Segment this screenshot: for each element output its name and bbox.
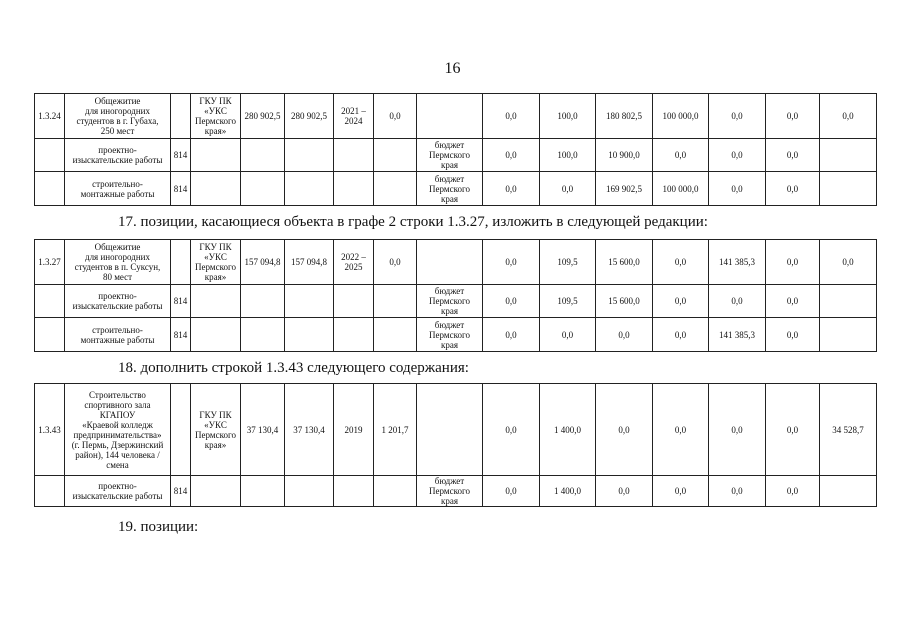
- table-cell-c6: [285, 285, 334, 318]
- table-cell-code: [171, 384, 191, 476]
- table-cell-v4: 0,0: [653, 476, 709, 507]
- table-cell-name: Общежитие для иногородних студентов в п. Суксун, 80 мест: [65, 240, 171, 285]
- table-cell-v6: 0,0: [766, 384, 820, 476]
- table-cell-code: [171, 94, 191, 139]
- table-cell-code: [171, 240, 191, 285]
- table-cell-v4: 0,0: [653, 240, 709, 285]
- table-cell-c6: 157 094,8: [285, 240, 334, 285]
- table-cell-code: 814: [171, 172, 191, 206]
- table-row-1-3-43: [34, 383, 877, 507]
- table-cell-v6: 0,0: [766, 285, 820, 318]
- table-cell-c7: 2022 – 2025: [334, 240, 374, 285]
- table-row: [35, 240, 877, 285]
- table-cell-name: проектно- изыскательские работы: [65, 139, 171, 172]
- table-cell-name: Общежитие для иногородних студентов в г. Губаха, 250 мест: [65, 94, 171, 139]
- table-row: [35, 139, 877, 172]
- table-cell-src: [417, 94, 483, 139]
- table-cell-c6: [285, 172, 334, 206]
- table-cell-c8: [374, 139, 417, 172]
- table-cell-c8: 0,0: [374, 94, 417, 139]
- table-cell-num: [35, 139, 65, 172]
- table-cell-v6: 0,0: [766, 139, 820, 172]
- table-cell-org: ГКУ ПК «УКС Пермского края»: [191, 384, 241, 476]
- table-cell-v2: 109,5: [540, 285, 596, 318]
- table-cell-v3: 169 902,5: [596, 172, 653, 206]
- table-cell-src: бюджет Пермского края: [417, 139, 483, 172]
- table-cell-v1: 0,0: [483, 172, 540, 206]
- table-cell-v4: 100 000,0: [653, 94, 709, 139]
- table-cell-v1: 0,0: [483, 285, 540, 318]
- table-cell-c7: [334, 318, 374, 352]
- table-row: [35, 318, 877, 352]
- table-cell-c5: 37 130,4: [241, 384, 285, 476]
- table-cell-v3: 0,0: [596, 476, 653, 507]
- table-cell-v3: 15 600,0: [596, 240, 653, 285]
- table-cell-num: [35, 476, 65, 507]
- table-cell-v7: [820, 172, 877, 206]
- page-number: 16: [444, 60, 461, 77]
- table-cell-v4: 0,0: [653, 384, 709, 476]
- table-row: [35, 94, 877, 139]
- table-cell-v2: 109,5: [540, 240, 596, 285]
- table-cell-v1: 0,0: [483, 240, 540, 285]
- table-cell-c8: [374, 476, 417, 507]
- table-cell-num: 1.3.43: [35, 384, 65, 476]
- table-cell-v3: 180 802,5: [596, 94, 653, 139]
- table-cell-c8: [374, 172, 417, 206]
- table-cell-name: проектно- изыскательские работы: [65, 476, 171, 507]
- table-cell-v2: 100,0: [540, 94, 596, 139]
- table-cell-c6: 280 902,5: [285, 94, 334, 139]
- table-cell-v5: 0,0: [709, 476, 766, 507]
- table-cell-v6: 0,0: [766, 476, 820, 507]
- table-cell-v1: 0,0: [483, 384, 540, 476]
- table-cell-v4: 100 000,0: [653, 172, 709, 206]
- table-cell-v7: 0,0: [820, 94, 877, 139]
- table-cell-org: [191, 285, 241, 318]
- table-cell-c6: 37 130,4: [285, 384, 334, 476]
- table-cell-c5: [241, 285, 285, 318]
- table-cell-v1: 0,0: [483, 476, 540, 507]
- table-cell-c5: 157 094,8: [241, 240, 285, 285]
- table-cell-v6: 0,0: [766, 318, 820, 352]
- table-cell-c5: [241, 139, 285, 172]
- table-cell-src: [417, 240, 483, 285]
- table-cell-num: [35, 285, 65, 318]
- table-cell-v3: 10 900,0: [596, 139, 653, 172]
- table-cell-c7: 2021 – 2024: [334, 94, 374, 139]
- table-cell-v4: 0,0: [653, 318, 709, 352]
- table-cell-v2: 1 400,0: [540, 476, 596, 507]
- table-cell-v5: 0,0: [709, 139, 766, 172]
- table-cell-c5: [241, 476, 285, 507]
- table-cell-c7: [334, 172, 374, 206]
- table-cell-src: бюджет Пермского края: [417, 285, 483, 318]
- table-cell-c8: 0,0: [374, 240, 417, 285]
- table-cell-name: строительно- монтажные работы: [65, 318, 171, 352]
- table-cell-num: [35, 318, 65, 352]
- table-cell-v2: 0,0: [540, 318, 596, 352]
- table-cell-c8: [374, 285, 417, 318]
- table-row-1-3-24: [34, 93, 877, 206]
- table-cell-v2: 1 400,0: [540, 384, 596, 476]
- table-cell-v2: 100,0: [540, 139, 596, 172]
- table-cell-v5: 0,0: [709, 172, 766, 206]
- table-cell-v5: 0,0: [709, 285, 766, 318]
- table-cell-v5: 141 385,3: [709, 318, 766, 352]
- table-cell-num: 1.3.27: [35, 240, 65, 285]
- table-cell-v1: 0,0: [483, 139, 540, 172]
- table-cell-c5: [241, 318, 285, 352]
- table-cell-v6: 0,0: [766, 240, 820, 285]
- table-cell-name: строительно- монтажные работы: [65, 172, 171, 206]
- table-row: [35, 172, 877, 206]
- table-cell-c8: 1 201,7: [374, 384, 417, 476]
- table-cell-c5: [241, 172, 285, 206]
- section-heading-19: 19. позиции:: [118, 519, 199, 535]
- table-cell-src: бюджет Пермского края: [417, 318, 483, 352]
- table-cell-c6: [285, 476, 334, 507]
- table-cell-v7: 34 528,7: [820, 384, 877, 476]
- table-cell-v7: [820, 476, 877, 507]
- table-cell-v5: 141 385,3: [709, 240, 766, 285]
- table-cell-org: [191, 318, 241, 352]
- table-cell-v2: 0,0: [540, 172, 596, 206]
- table-cell-src: [417, 384, 483, 476]
- section-heading-18: 18. дополнить строкой 1.3.43 следующего содержания:: [118, 360, 469, 376]
- table-cell-v7: [820, 285, 877, 318]
- table-row: [35, 476, 877, 507]
- table-cell-c6: [285, 139, 334, 172]
- table-cell-code: 814: [171, 476, 191, 507]
- table-cell-code: 814: [171, 139, 191, 172]
- table-cell-v4: 0,0: [653, 285, 709, 318]
- table-cell-v7: [820, 318, 877, 352]
- table-cell-c7: [334, 139, 374, 172]
- table-cell-v3: 15 600,0: [596, 285, 653, 318]
- table-cell-v3: 0,0: [596, 384, 653, 476]
- table-cell-org: ГКУ ПК «УКС Пермского края»: [191, 240, 241, 285]
- table-cell-org: ГКУ ПК «УКС Пермского края»: [191, 94, 241, 139]
- table-cell-v7: [820, 139, 877, 172]
- table-cell-c7: 2019: [334, 384, 374, 476]
- table-cell-v5: 0,0: [709, 384, 766, 476]
- table-cell-src: бюджет Пермского края: [417, 172, 483, 206]
- table-cell-v1: 0,0: [483, 94, 540, 139]
- table-cell-code: 814: [171, 318, 191, 352]
- table-cell-org: [191, 172, 241, 206]
- table-cell-code: 814: [171, 285, 191, 318]
- table-cell-v1: 0,0: [483, 318, 540, 352]
- table-cell-c7: [334, 476, 374, 507]
- table-cell-org: [191, 139, 241, 172]
- table-cell-v7: 0,0: [820, 240, 877, 285]
- table-cell-name: Строительство спортивного зала КГАПОУ «Краевой колледж предпринимательства» (г. Пермь, Дзержинский район), 144 человека / смена: [65, 384, 171, 476]
- table-row-1-3-27: [34, 239, 877, 352]
- table-cell-v4: 0,0: [653, 139, 709, 172]
- table-cell-num: [35, 172, 65, 206]
- table-cell-num: 1.3.24: [35, 94, 65, 139]
- table-cell-v5: 0,0: [709, 94, 766, 139]
- table-row: [35, 285, 877, 318]
- table-cell-v6: 0,0: [766, 94, 820, 139]
- section-heading-17: 17. позиции, касающиеся объекта в графе 2 строки 1.3.27, изложить в следующей редакции:: [118, 214, 708, 230]
- table-cell-name: проектно- изыскательские работы: [65, 285, 171, 318]
- table-cell-src: бюджет Пермского края: [417, 476, 483, 507]
- table-cell-c5: 280 902,5: [241, 94, 285, 139]
- table-cell-v3: 0,0: [596, 318, 653, 352]
- table-cell-c8: [374, 318, 417, 352]
- table-row: [35, 384, 877, 476]
- table-cell-c7: [334, 285, 374, 318]
- table-cell-c6: [285, 318, 334, 352]
- table-cell-org: [191, 476, 241, 507]
- table-cell-v6: 0,0: [766, 172, 820, 206]
